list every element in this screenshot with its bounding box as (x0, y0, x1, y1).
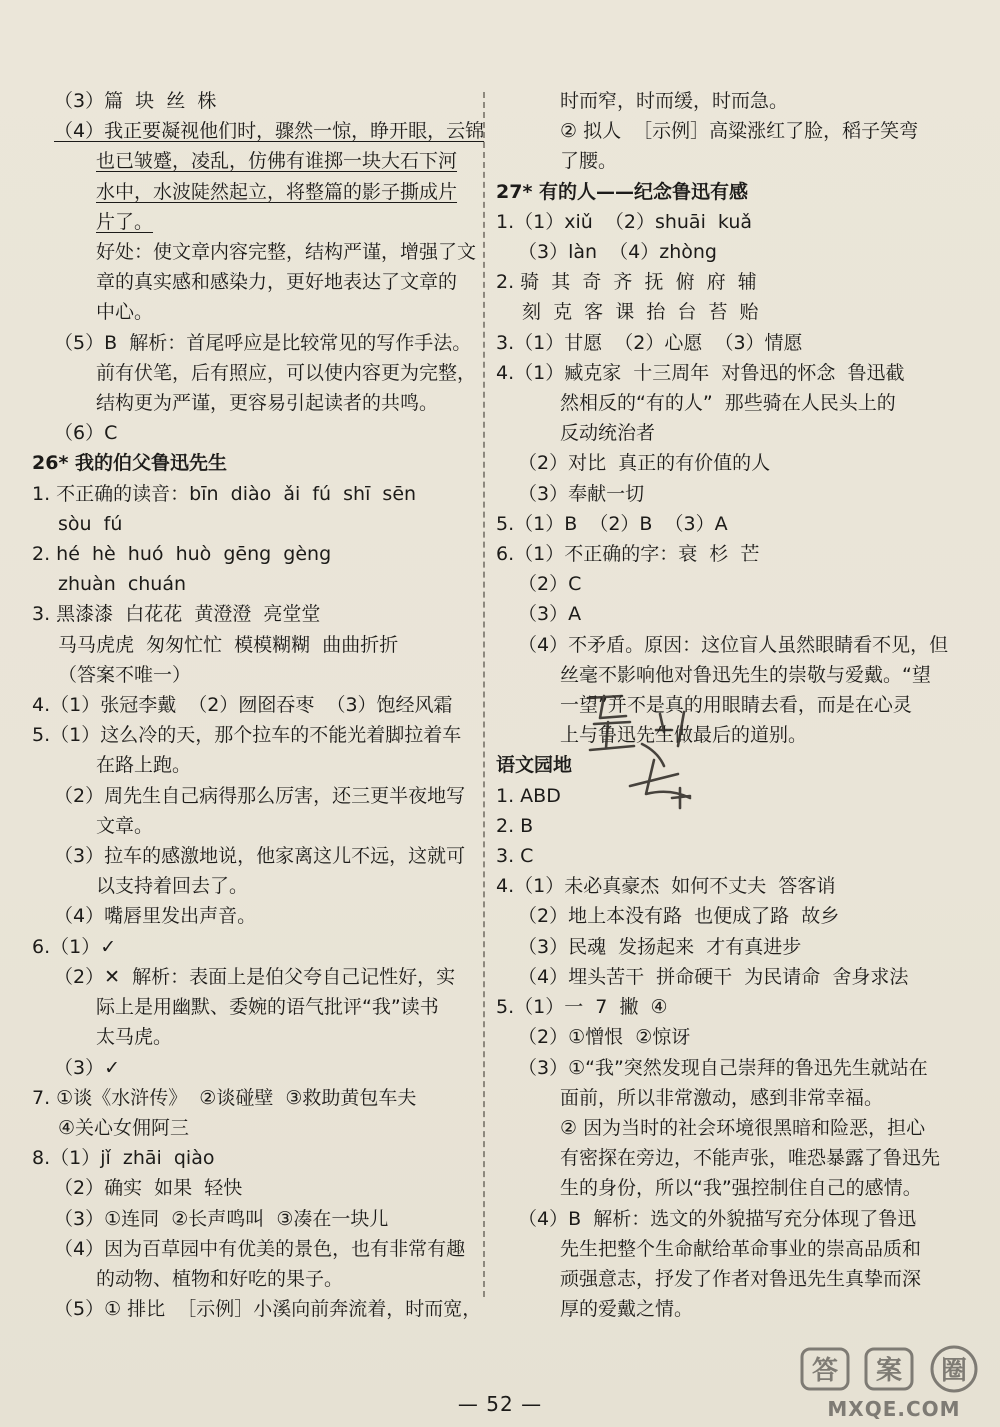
watermark-char-1: 答 (811, 1356, 839, 1386)
section-title: 语文园地 (496, 754, 573, 777)
answer-line: 太马虎。 (96, 1026, 173, 1049)
answer-line: 一望”并不是真的用眼睛去看，而是在心灵 (560, 694, 912, 717)
answer-line: 厚的爱戴之情。 (560, 1298, 694, 1321)
section-title: 26* 我的伯父鲁迅先生 (32, 452, 227, 475)
answer-line: （3）①连同 ②长声鸣叫 ③凑在一块儿 (54, 1207, 389, 1230)
answer-line: （3）篇 块 丝 株 (54, 90, 217, 112)
answer-line: 了腰。 (560, 150, 618, 173)
answer-line: 生的身份，所以“我”强控制住自己的感情。 (560, 1177, 922, 1200)
answer-line: 4.（1）未必真豪杰 如何不丈夫 答客诮 (496, 875, 836, 898)
answer-line: （3）拉车的感激地说，他家离这儿不远，这就可 (54, 845, 466, 868)
answer-line: 的动物、植物和好吃的果子。 (96, 1267, 344, 1290)
answer-line: 际上是用幽默、委婉的语气批评“我”读书 (96, 996, 439, 1019)
answer-line: （3）民魂 发扬起来 才有真进步 (518, 935, 802, 958)
answer-line: （4）埋头苦干 拼命硬干 为民请命 舍身求法 (518, 965, 909, 988)
answer-line: 水中，水波陡然起立，将整篇的影子撕成片 (96, 180, 458, 203)
answer-line: （3）✓ (54, 1056, 121, 1079)
answer-line: 5.（1）这么冷的天，那个拉车的不能光着脚拉着车 (32, 724, 462, 747)
answer-line: （2）✕ 解析：表面上是伯父夸自己记性好，实 (54, 965, 456, 988)
answer-line: 结构更为严谨，更容易引起读者的共鸣。 (96, 392, 439, 415)
watermark-char-3: 圈 (940, 1356, 968, 1386)
answer-line: 1. 不正确的读音：bīn diào ǎi fú shī sēn (32, 482, 417, 505)
answer-line: 刻 克 客 课 抬 台 苔 贻 (522, 301, 759, 324)
answer-line: 8.（1）jǐ zhāi qiào (32, 1147, 215, 1170)
column-divider (483, 92, 485, 1297)
answer-line: 1.（1）xiǔ （2）shuāi kuǎ (496, 210, 753, 233)
watermark-char-2: 案 (875, 1356, 903, 1386)
answer-line: （3）①“我”突然发现自己崇拜的鲁迅先生就站在 (518, 1056, 928, 1079)
answer-line: ④关心女佣阿三 (58, 1116, 190, 1139)
answer-line: zhuàn chuán (58, 573, 187, 596)
answer-line: 章的真实感和感染力，更好地表达了文章的 (96, 271, 458, 294)
answer-line: 马马虎虎 匆匆忙忙 模模糊糊 曲曲折折 (58, 633, 399, 656)
answer-line: ② 拟人 ［示例］高粱涨红了脸，稻子笑弯 (560, 120, 919, 143)
answer-line: （5）① 排比 ［示例］小溪向前奔流着，时而宽， (54, 1298, 482, 1321)
answer-line: 4.（1）张冠李戴 （2）囫囵吞枣 （3）饱经风霜 (32, 694, 453, 717)
answer-line: （5）B 解析：首尾呼应是比较常见的写作手法。 (54, 331, 472, 354)
page-number: — 52 — (457, 1392, 543, 1416)
answer-line: 4.（1）臧克家 十三周年 对鲁迅的怀念 鲁迅截 (496, 361, 905, 384)
answer-line: 反动统治者 (560, 422, 656, 445)
answer-line: （3）奉献一切 (518, 482, 645, 505)
right-column (496, 86, 949, 1324)
watermark-logo-icon (796, 1343, 986, 1395)
answer-line: （2）地上本没有路 也便成了路 故乡 (518, 905, 840, 928)
answer-line: 1. ABD (496, 784, 561, 807)
answer-line: 以支持着回去了。 (96, 875, 249, 898)
answer-line: （2）①憎恨 ②惊讶 (518, 1026, 691, 1049)
answer-line: （2）周先生自己病得那么厉害，还三更半夜地写 (54, 784, 466, 807)
answer-line: 5.（1）一 7 撇 ④ (496, 996, 668, 1019)
answer-line: （2）C (518, 573, 582, 596)
answer-line: ② 因为当时的社会环境很黑暗和险恶，担心 (560, 1116, 926, 1139)
answer-line: 文章。 (96, 814, 154, 837)
answer-line: 也已皱蹙，凌乱，仿佛有谁掷一块大石下河 (96, 150, 458, 173)
answer-line: 上与鲁迅先生做最后的道别。 (560, 724, 808, 747)
answer-line: （3）làn （4）zhòng (518, 241, 717, 264)
left-column (32, 86, 485, 1324)
answer-line: 3. 黑漆漆 白花花 黄澄澄 亮堂堂 (32, 603, 321, 626)
answer-line: （3）A (518, 603, 582, 626)
answer-line: 先生把整个生命献给革命事业的崇高品质和 (560, 1237, 922, 1260)
answer-line: （2）确实 如果 轻快 (54, 1177, 243, 1200)
answer-line: 3.（1）甘愿 （2）心愿 （3）情愿 (496, 331, 803, 354)
answer-line: 丝毫不影响他对鲁迅先生的崇敬与爱戴。“望 (560, 663, 931, 686)
watermark-site: MXQE.COM (827, 1397, 961, 1421)
answer-line: （4）因为百草园中有优美的景色，也有非常有趣 (54, 1237, 466, 1260)
answer-line: 5.（1）B （2）B （3）A (496, 512, 728, 535)
site-watermark (796, 1343, 986, 1421)
answer-line: 7. ①谈《水浒传》 ②谈碰壁 ③救助黄包车夫 (32, 1086, 417, 1109)
answer-line: 顽强意志，抒发了作者对鲁迅先生真挚而深 (560, 1267, 922, 1290)
answer-line: 片了。 (96, 210, 154, 233)
answer-line: （2）对比 真正的有价值的人 (518, 452, 771, 475)
answer-line: 有密探在旁边，不能声张，唯恐暴露了鲁迅先 (560, 1147, 941, 1170)
answer-line: 2. hé hè huó huò gēng gèng (32, 543, 332, 566)
answer-line: （4）B 解析：选文的外貌描写充分体现了鲁迅 (518, 1207, 917, 1230)
answer-line: 3. C (496, 845, 534, 868)
answer-line: 2. 骑 其 奇 齐 抚 俯 府 辅 (496, 271, 757, 294)
section-title: 27* 有的人——纪念鲁迅有感 (496, 180, 748, 203)
answer-line: sòu fú (58, 512, 123, 535)
answer-line: 时而窄，时而缓，时而急。 (560, 90, 789, 112)
answer-line: 然相反的“有的人” 那些骑在人民头上的 (560, 392, 896, 415)
answer-line: （答案不唯一） (58, 663, 192, 686)
answer-line: 6.（1）不正确的字：衰 杉 芒 (496, 543, 760, 566)
answer-line: （4）我正要凝视他们时，骤然一惊，睁开眼，云锦 (54, 120, 485, 143)
answer-line: （4）不矛盾。原因：这位盲人虽然眼睛看不见，但 (518, 633, 949, 656)
answer-line: 2. B (496, 814, 534, 837)
answer-line: 在路上跑。 (96, 754, 192, 777)
answer-line: （6）C (54, 422, 118, 445)
answer-line: 前有伏笔，后有照应，可以使内容更为完整， (96, 361, 477, 384)
answer-line: （4）嘴唇里发出声音。 (54, 905, 257, 928)
answer-line: 面前，所以非常激动，感到非常幸福。 (560, 1086, 884, 1109)
answer-line: 6.（1）✓ (32, 935, 117, 958)
answer-line: 中心。 (96, 301, 154, 324)
answer-line: 好处：使文章内容完整，结构严谨，增强了文 (96, 241, 477, 264)
